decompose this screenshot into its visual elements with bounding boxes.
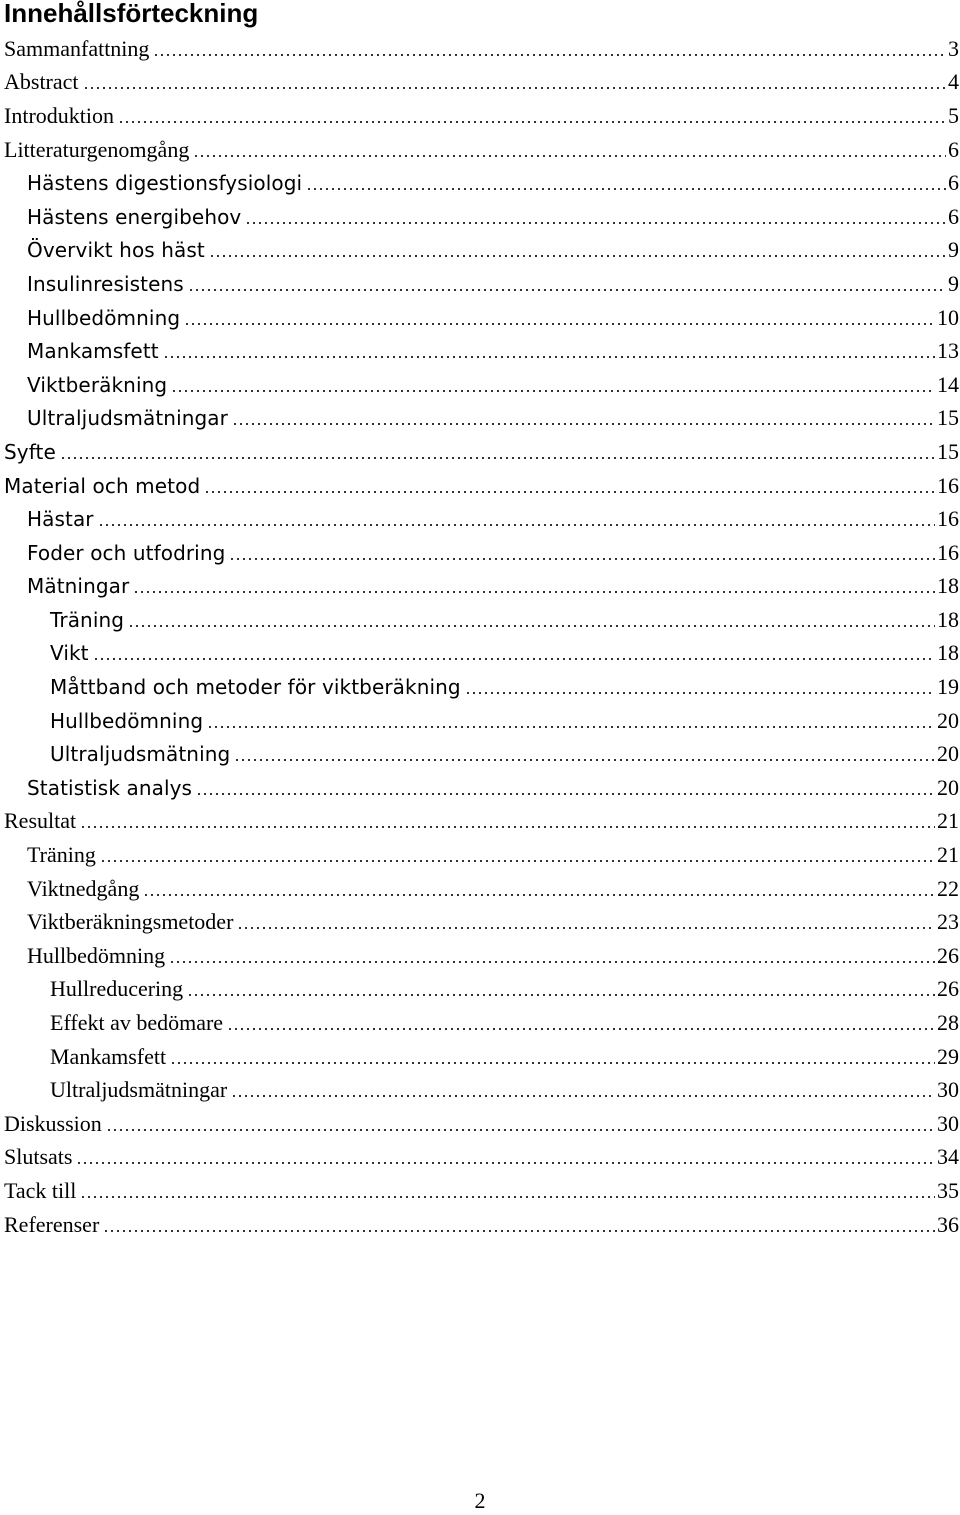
toc-entry-label: Mankamsfett	[50, 1043, 167, 1069]
toc-entry-diskussion[interactable]	[0, 1107, 960, 1141]
toc-entry-hastar[interactable]	[0, 502, 960, 536]
dot-leader	[465, 678, 935, 696]
toc-entry-page: 10	[937, 304, 959, 330]
toc-entry-label: Övervikt hos häst	[27, 238, 205, 263]
toc-entry-sammanfattning[interactable]	[0, 32, 960, 66]
toc-entry-label: Träning	[50, 607, 125, 632]
toc-entry-page: 20	[937, 774, 959, 800]
toc-entry-page: 16	[937, 539, 959, 565]
toc-entry-traning-resultat[interactable]	[0, 838, 960, 872]
toc-entry-label: Referenser	[4, 1211, 100, 1237]
toc-entry-slutsats[interactable]	[0, 1141, 960, 1175]
toc-entry-label: Effekt av bedömare	[50, 1010, 224, 1036]
dot-leader	[204, 477, 935, 495]
toc-entry-label: Viktberäkningsmetoder	[27, 909, 234, 935]
toc-entry-referenser[interactable]	[0, 1208, 960, 1242]
toc-entry-label: Slutsats	[4, 1144, 73, 1170]
toc-entry-label: Måttband och metoder för viktberäkning	[50, 675, 461, 700]
toc-entry-label: Viktnedgång	[27, 875, 140, 901]
toc-entry-abstract[interactable]	[0, 66, 960, 100]
dot-leader	[169, 947, 935, 965]
toc-entry-page: 21	[937, 842, 959, 868]
toc-entry-page: 15	[937, 438, 959, 464]
dot-leader	[153, 40, 946, 58]
toc-entry-ultraljudsmatningar-resultat[interactable]	[0, 1073, 960, 1107]
toc-entry-label: Syfte	[4, 439, 56, 464]
toc-entry-page: 18	[937, 573, 959, 599]
toc-entry-page: 4	[948, 69, 959, 95]
dot-leader	[229, 544, 935, 562]
toc-entry-label: Viktberäkning	[27, 372, 168, 397]
dot-leader	[196, 779, 935, 797]
toc-entry-page: 36	[937, 1211, 959, 1237]
toc-entry-syfte[interactable]	[0, 435, 960, 469]
toc-entry-label: Hästens energibehov	[27, 204, 242, 229]
toc-entry-label: Diskussion	[4, 1110, 102, 1136]
dot-leader	[80, 1182, 935, 1200]
toc-entry-statistisk-analys[interactable]	[0, 771, 960, 805]
toc-entry-viktberakning[interactable]	[0, 368, 960, 402]
toc-entry-matningar[interactable]	[0, 570, 960, 604]
dot-leader	[76, 1148, 935, 1166]
dot-leader	[128, 611, 935, 629]
toc-entry-page: 3	[948, 35, 959, 61]
toc-entry-page: 5	[948, 102, 959, 128]
dot-leader	[60, 443, 935, 461]
toc-entry-page: 26	[937, 976, 959, 1002]
toc-entry-mattband-och-metoder[interactable]	[0, 670, 960, 704]
dot-leader	[193, 141, 946, 159]
toc-entry-label: Hullbedömning	[50, 708, 204, 733]
toc-entry-label: Sammanfattning	[4, 35, 150, 61]
toc-entry-viktnedgang[interactable]	[0, 872, 960, 906]
toc-entry-label: Hullbedömning	[27, 942, 166, 968]
toc-entry-page: 14	[937, 371, 959, 397]
dot-leader	[188, 275, 946, 293]
dot-leader	[171, 376, 935, 394]
page-number: 2	[474, 1488, 486, 1513]
toc-entry-page: 26	[937, 942, 959, 968]
toc-entry-page: 20	[937, 741, 959, 767]
toc-entry-material-och-metod[interactable]	[0, 469, 960, 503]
dot-leader	[245, 208, 946, 226]
toc-entry-label: Abstract	[4, 69, 79, 95]
dot-leader	[100, 846, 935, 864]
toc-entry-page: 9	[948, 237, 959, 263]
toc-entry-page: 19	[937, 674, 959, 700]
toc-entry-label: Hullbedömning	[27, 305, 181, 330]
toc-entry-label: Material och metod	[4, 473, 201, 498]
toc-entry-label: Litteraturgenomgång	[4, 136, 190, 162]
dot-leader	[80, 812, 935, 830]
dot-leader	[133, 577, 935, 595]
toc-entry-litteraturgenomgang[interactable]	[0, 133, 960, 167]
toc-entry-page: 29	[937, 1043, 959, 1069]
dot-leader	[207, 712, 935, 730]
dot-leader	[118, 107, 946, 125]
toc-entry-page: 6	[948, 170, 959, 196]
toc-entry-mankamsfett-resultat[interactable]	[0, 1040, 960, 1074]
toc-entry-label: Introduktion	[4, 102, 114, 128]
toc-entry-label: Hästar	[27, 507, 94, 532]
toc-entry-hullbedomning[interactable]	[0, 301, 960, 335]
dot-leader	[170, 1048, 935, 1066]
toc-entry-page: 6	[948, 136, 959, 162]
toc-entry-page: 16	[937, 472, 959, 498]
toc-entry-insulinresistens[interactable]	[0, 267, 960, 301]
toc-entry-label: Hästens digestionsfysiologi	[27, 171, 303, 196]
toc-entry-page: 9	[948, 270, 959, 296]
toc-entry-page: 6	[948, 203, 959, 229]
toc-entry-page: 13	[937, 338, 959, 364]
dot-leader	[231, 1081, 935, 1099]
dot-leader	[93, 644, 935, 662]
toc-entry-effekt-av-bedomare[interactable]	[0, 1006, 960, 1040]
toc-entry-label: Ultraljudsmätningar	[50, 1077, 228, 1103]
dot-leader	[187, 980, 935, 998]
dot-leader	[234, 745, 935, 763]
toc-entry-page: 20	[937, 707, 959, 733]
toc-heading: Innehållsförteckning	[4, 0, 259, 28]
toc-entry-label: Foder och utfodring	[27, 540, 226, 565]
toc-entry-traning[interactable]	[0, 603, 960, 637]
toc-entry-page: 15	[937, 405, 959, 431]
toc-entry-page: 30	[937, 1077, 959, 1103]
dot-leader	[98, 510, 935, 528]
toc-entry-label: Ultraljudsmätning	[50, 742, 231, 767]
toc-entry-page: 35	[937, 1177, 959, 1203]
toc-entry-page: 21	[937, 808, 959, 834]
toc-entry-tack-till[interactable]	[0, 1174, 960, 1208]
toc-entry-label: Mankamsfett	[27, 339, 159, 364]
toc-entry-mankamsfett[interactable]	[0, 334, 960, 368]
toc-entry-label: Resultat	[4, 808, 77, 834]
toc-entry-hullbedomning-metod[interactable]	[0, 704, 960, 738]
toc-entry-label: Insulinresistens	[27, 271, 184, 296]
toc-entry-page: 30	[937, 1110, 959, 1136]
toc-entry-page: 34	[937, 1144, 959, 1170]
toc-entry-page: 18	[937, 640, 959, 666]
toc-entry-foder-och-utfodring[interactable]	[0, 536, 960, 570]
toc-entry-label: Mätningar	[27, 574, 130, 599]
dot-leader	[227, 1014, 935, 1032]
toc-entry-hastens-energibehov[interactable]	[0, 200, 960, 234]
dot-leader	[83, 73, 946, 91]
toc-entry-vikt[interactable]	[0, 637, 960, 671]
toc-entry-introduktion[interactable]	[0, 99, 960, 133]
dot-leader	[232, 409, 935, 427]
toc-entry-label: Vikt	[50, 641, 89, 666]
toc-entry-resultat[interactable]	[0, 805, 960, 839]
toc-entry-page: 22	[937, 875, 959, 901]
toc-entry-label: Tack till	[4, 1177, 77, 1203]
dot-leader	[143, 880, 935, 898]
dot-leader	[184, 309, 935, 327]
toc-entry-page: 23	[937, 909, 959, 935]
toc-entry-label: Hullreducering	[50, 976, 184, 1002]
dot-leader	[237, 913, 935, 931]
dot-leader	[106, 1115, 935, 1133]
toc-entry-hullbedomning-resultat[interactable]	[0, 939, 960, 973]
dot-leader	[163, 342, 935, 360]
dot-leader	[306, 174, 946, 192]
toc-entry-label: Ultraljudsmätningar	[27, 406, 228, 431]
toc-entry-page: 16	[937, 506, 959, 532]
toc-entry-hastens-digestionsfysiologi[interactable]	[0, 166, 960, 200]
toc-entry-ultraljudsmatningar[interactable]	[0, 402, 960, 436]
toc-entry-page: 18	[937, 606, 959, 632]
toc-entry-page: 28	[937, 1010, 959, 1036]
toc-entry-viktberakningsmetoder[interactable]	[0, 905, 960, 939]
dot-leader	[209, 241, 946, 259]
toc-entry-label: Träning	[27, 842, 96, 868]
toc-entry-overvikt-hos-hast[interactable]	[0, 234, 960, 268]
toc-entry-ultraljudsmatning[interactable]	[0, 737, 960, 771]
dot-leader	[103, 1216, 935, 1234]
toc-list	[0, 32, 960, 1241]
toc-entry-label: Statistisk analys	[27, 775, 193, 800]
toc-entry-hullreducering[interactable]	[0, 973, 960, 1007]
